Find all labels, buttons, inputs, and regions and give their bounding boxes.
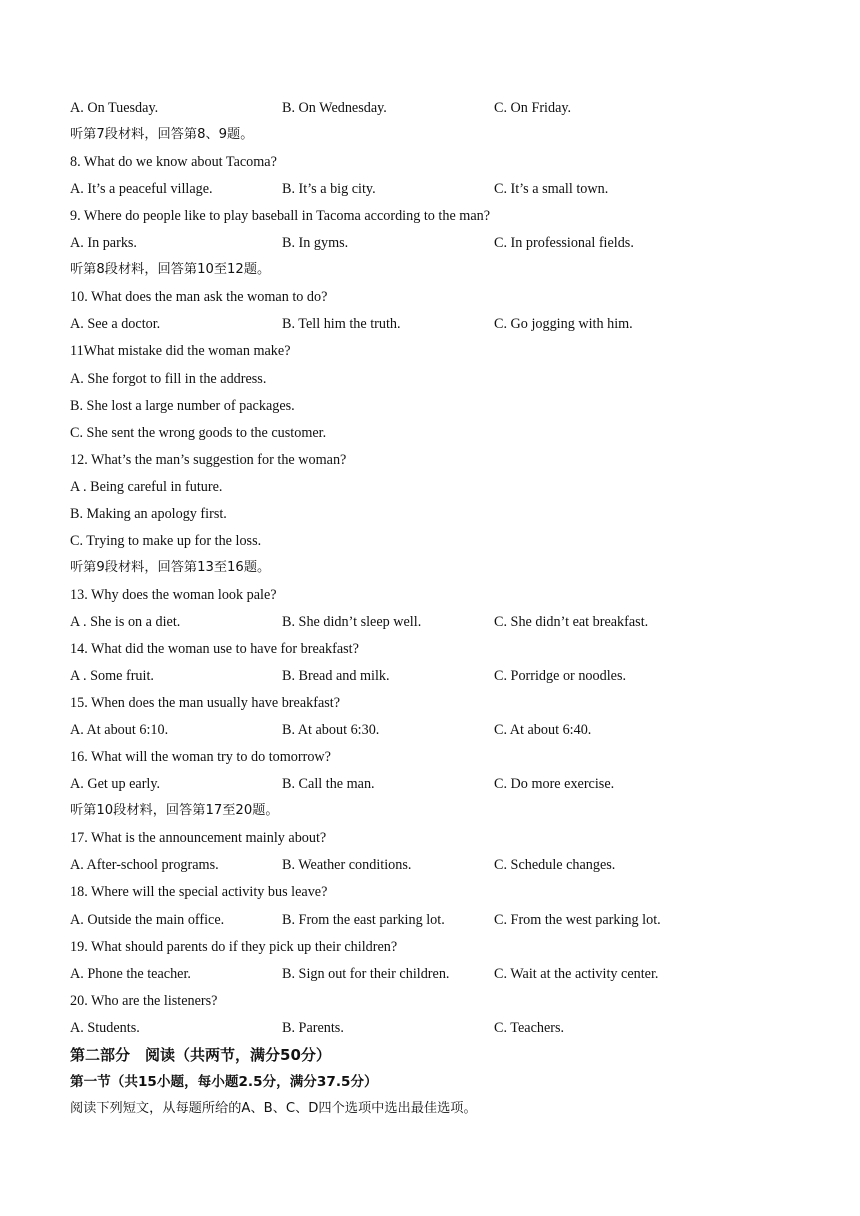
option-a: A. Students. bbox=[70, 1019, 140, 1036]
section-heading: 第二部分 阅读（共两节，满分50分） bbox=[70, 1045, 331, 1064]
option-a: A. It’s a peaceful village. bbox=[70, 181, 213, 198]
option-c: C. Wait at the activity center. bbox=[494, 965, 659, 982]
question-line: 18. Where will the special activity bus leave? bbox=[70, 884, 328, 901]
option-b: B. Parents. bbox=[282, 1019, 344, 1036]
option-b: B. On Wednesday. bbox=[282, 100, 387, 116]
option-b: B. She didn’t sleep well. bbox=[282, 613, 422, 630]
option-b: B. From the east parking lot. bbox=[282, 911, 445, 928]
question-line: 10. What does the man ask the woman to do? bbox=[70, 289, 328, 306]
question-line: 9. Where do people like to play baseball in Tacoma according to the man? bbox=[70, 208, 491, 225]
question-line: 20. Who are the listeners? bbox=[70, 992, 218, 1009]
option-c: C. Do more exercise. bbox=[494, 776, 615, 793]
question-line: B. She lost a large number of packages. bbox=[70, 397, 295, 414]
option-a: A. Phone the teacher. bbox=[70, 965, 191, 982]
question-line: 17. What is the announcement mainly about? bbox=[70, 830, 327, 847]
option-b: B. Weather conditions. bbox=[282, 857, 412, 874]
option-c: C. From the west parking lot. bbox=[494, 911, 661, 928]
question-line: 8. What do we know about Tacoma? bbox=[70, 154, 277, 171]
question-line: 13. Why does the woman look pale? bbox=[70, 586, 277, 603]
question-line: A. She forgot to fill in the address. bbox=[70, 370, 267, 387]
option-b: B. In gyms. bbox=[282, 235, 349, 252]
instruction-line: 听第8段材料，回答第10至12题。 bbox=[70, 262, 271, 278]
option-c: C. It’s a small town. bbox=[494, 181, 609, 198]
option-c: C. At about 6:40. bbox=[494, 722, 592, 739]
option-b: B. At about 6:30. bbox=[282, 722, 380, 739]
option-b: B. Tell him the truth. bbox=[282, 316, 401, 333]
question-line: 11What mistake did the woman make? bbox=[70, 343, 291, 360]
option-b: B. Bread and milk. bbox=[282, 668, 390, 685]
instruction-line: 阅读下列短文，从每题所给的A、B、C、D四个选项中选出最佳选项。 bbox=[70, 1100, 477, 1116]
question-line: 19. What should parents do if they pick up their children? bbox=[70, 938, 398, 955]
question-line: C. Trying to make up for the loss. bbox=[70, 532, 262, 549]
option-c: C. Teachers. bbox=[494, 1019, 565, 1036]
instruction-line: 听第10段材料，回答第17至20题。 bbox=[70, 803, 279, 819]
option-c: C. Schedule changes. bbox=[494, 857, 616, 874]
instruction-line: 听第7段材料，回答第8、9题。 bbox=[70, 127, 254, 143]
option-a: A. See a doctor. bbox=[70, 316, 161, 333]
instruction-line: 听第9段材料，回答第13至16题。 bbox=[70, 559, 271, 575]
question-line: 15. When does the man usually have breakfast? bbox=[70, 695, 340, 712]
option-b: B. Call the man. bbox=[282, 776, 375, 793]
question-line: 16. What will the woman try to do tomorrow? bbox=[70, 749, 331, 766]
option-a: A. Get up early. bbox=[70, 776, 161, 793]
option-a: A. Outside the main office. bbox=[70, 911, 225, 928]
option-c: C. She didn’t eat breakfast. bbox=[494, 613, 649, 630]
option-a: A. In parks. bbox=[70, 235, 137, 252]
option-a: A. On Tuesday. bbox=[70, 100, 159, 116]
option-a: A. At about 6:10. bbox=[70, 722, 169, 739]
option-b: B. It’s a big city. bbox=[282, 181, 376, 198]
subsection-heading: 第一节（共15小题，每小题2.5分，满分37.5分） bbox=[70, 1073, 378, 1090]
question-line: C. She sent the wrong goods to the customer. bbox=[70, 424, 327, 441]
option-c: C. Go jogging with him. bbox=[494, 316, 633, 333]
option-c: C. On Friday. bbox=[494, 100, 572, 116]
option-a: A. After-school programs. bbox=[70, 857, 219, 874]
option-c: C. Porridge or noodles. bbox=[494, 668, 627, 685]
option-b: B. Sign out for their children. bbox=[282, 965, 450, 982]
question-line: B. Making an apology first. bbox=[70, 505, 227, 522]
option-c: C. In professional fields. bbox=[494, 235, 634, 252]
question-line: 14. What did the woman use to have for breakfast? bbox=[70, 641, 359, 657]
option-a: A . Some fruit. bbox=[70, 668, 154, 685]
option-a: A . She is on a diet. bbox=[70, 613, 181, 630]
question-line: A . Being careful in future. bbox=[70, 478, 223, 495]
question-line: 12. What’s the man’s suggestion for the woman? bbox=[70, 451, 347, 468]
